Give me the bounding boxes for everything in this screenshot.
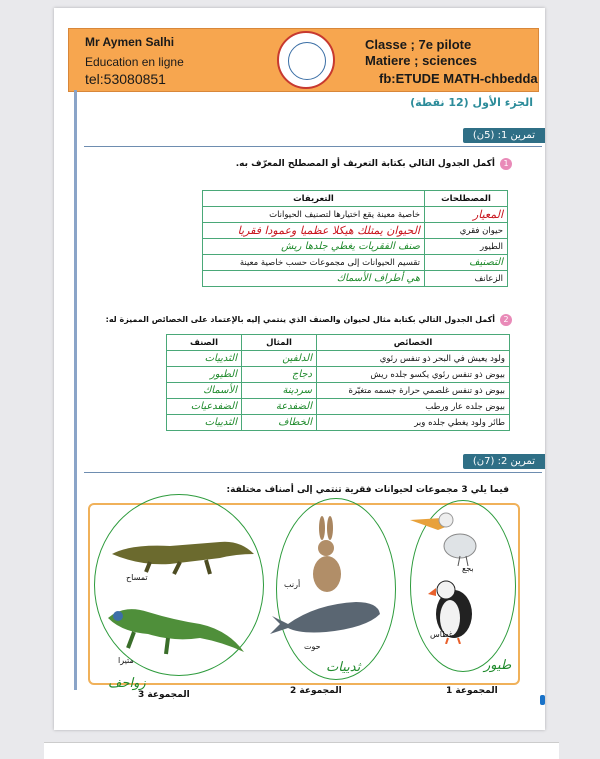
pelican-image	[408, 508, 482, 566]
class-cell: الأسماك	[167, 383, 242, 399]
def-cell: الحيوان يمتلك هيكلا عظميا وعمودا فقريا	[203, 223, 425, 239]
table-row	[203, 207, 508, 223]
iguana-image	[104, 598, 249, 660]
example-cell: سردينة	[242, 383, 317, 399]
group2-answer: ثدييات	[326, 660, 361, 675]
margin-line	[74, 90, 77, 690]
table-row	[203, 223, 508, 239]
col-terms: المصطلحات	[425, 191, 508, 207]
def-cell: خاصية معينة يقع اختيارها لتصنيف الحيوانات	[203, 207, 425, 223]
example-cell: الدلفين	[242, 351, 317, 367]
feature-cell: بيوض ذو تنفس غلصمي حرارة جسمه متغيّرة	[317, 383, 510, 399]
exercise2-label: تمرين 2: (7ن)	[463, 454, 545, 469]
ex2-instruction: فيما يلي 3 مجموعات لحيوانات فقرية تنتمي إلى أصناف مختلفة:	[226, 485, 509, 495]
whale-image	[266, 594, 382, 640]
puffin-label: غطاس	[430, 630, 453, 639]
group1-answer: طيور	[484, 658, 512, 673]
crocodile-image	[110, 524, 255, 576]
table-row	[167, 351, 510, 367]
col-definitions: التعريفات	[203, 191, 425, 207]
facebook: fb:ETUDE MATH-chbedda	[379, 71, 538, 86]
definitions-table	[202, 190, 508, 287]
table-row	[203, 255, 508, 271]
matiere: Matiere ; sciences	[365, 53, 478, 68]
example-cell: دجاج	[242, 367, 317, 383]
def-cell: هي أطراف الأسماك	[203, 271, 425, 287]
group3-label: المجموعة 3	[138, 690, 190, 700]
class-cell: الطيور	[167, 367, 242, 383]
class-cell: الضفدعيات	[167, 399, 242, 415]
table-row	[203, 239, 508, 255]
next-page-edge	[44, 742, 559, 759]
class-cell: الثدييات	[167, 351, 242, 367]
rabbit-image	[310, 514, 344, 594]
term-cell: حيوان فقري	[425, 223, 508, 239]
phone: tel:53080851	[85, 71, 166, 87]
table-row	[167, 383, 510, 399]
divider	[84, 146, 542, 147]
example-cell: الخطاف	[242, 415, 317, 431]
group1-label: المجموعة 1	[446, 686, 498, 696]
q2-instruction: أكمل الجدول التالي بكتابة مثال لحيوان والصنف الذي ينتمي إليه بالإعتماد على الخصائص المميزة له:	[105, 315, 495, 324]
iguana-label: متيرا	[118, 656, 134, 665]
pelican-label: بجع	[462, 564, 474, 573]
feature-cell: ولود يعيش في البحر ذو تنفس رئوي	[317, 351, 510, 367]
group2-label: المجموعة 2	[290, 686, 342, 696]
def-cell: صنف الفقريات يغطي جلدها ريش	[203, 239, 425, 255]
col-example: المثال	[242, 335, 317, 351]
part-title: الجزء الأول (12 نقطة)	[410, 96, 533, 109]
feature-cell: بيوض ذو تنفس رئوي يكسو جلده ريش	[317, 367, 510, 383]
classification-table	[166, 334, 510, 431]
term-cell: الطيور	[425, 239, 508, 255]
col-class: الصنف	[167, 335, 242, 351]
q1-instruction: أكمل الجدول التالي بكتابة التعريف أو المصطلح المعرّف به.	[235, 159, 495, 169]
platform-name: Education en ligne	[85, 55, 184, 69]
feature-cell: بيوض جلده عار ورطب	[317, 399, 510, 415]
group3-answer: زواحف	[108, 676, 146, 691]
exercise1-label: تمرين 1: (5ن)	[463, 128, 545, 143]
col-features: الخصائص	[317, 335, 510, 351]
q2-number: 2	[500, 314, 512, 326]
feature-cell: طائر ولود يغطي جلده وبر	[317, 415, 510, 431]
scroll-marker-icon	[540, 695, 545, 705]
table-row	[167, 367, 510, 383]
class-cell: الثدييات	[167, 415, 242, 431]
worksheet-page	[54, 8, 545, 730]
rabbit-label: أرنب	[284, 580, 301, 589]
classe: Classe ; 7e pilote	[365, 37, 472, 52]
header-banner	[68, 28, 539, 92]
school-logo	[277, 31, 335, 89]
divider	[84, 472, 542, 473]
crocodile-label: تمساح	[126, 573, 148, 582]
term-cell: الزعانف	[425, 271, 508, 287]
table-row	[203, 271, 508, 287]
table-row	[167, 399, 510, 415]
term-cell: المعيار	[425, 207, 508, 223]
whale-label: حوت	[304, 642, 321, 651]
def-cell: تقسيم الحيوانات إلى مجموعات حسب خاصية معينة	[203, 255, 425, 271]
example-cell: الضفدعة	[242, 399, 317, 415]
teacher-name: Mr Aymen Salhi	[85, 35, 175, 49]
q1-number: 1	[500, 158, 512, 170]
term-cell: التصنيف	[425, 255, 508, 271]
table-row	[167, 415, 510, 431]
